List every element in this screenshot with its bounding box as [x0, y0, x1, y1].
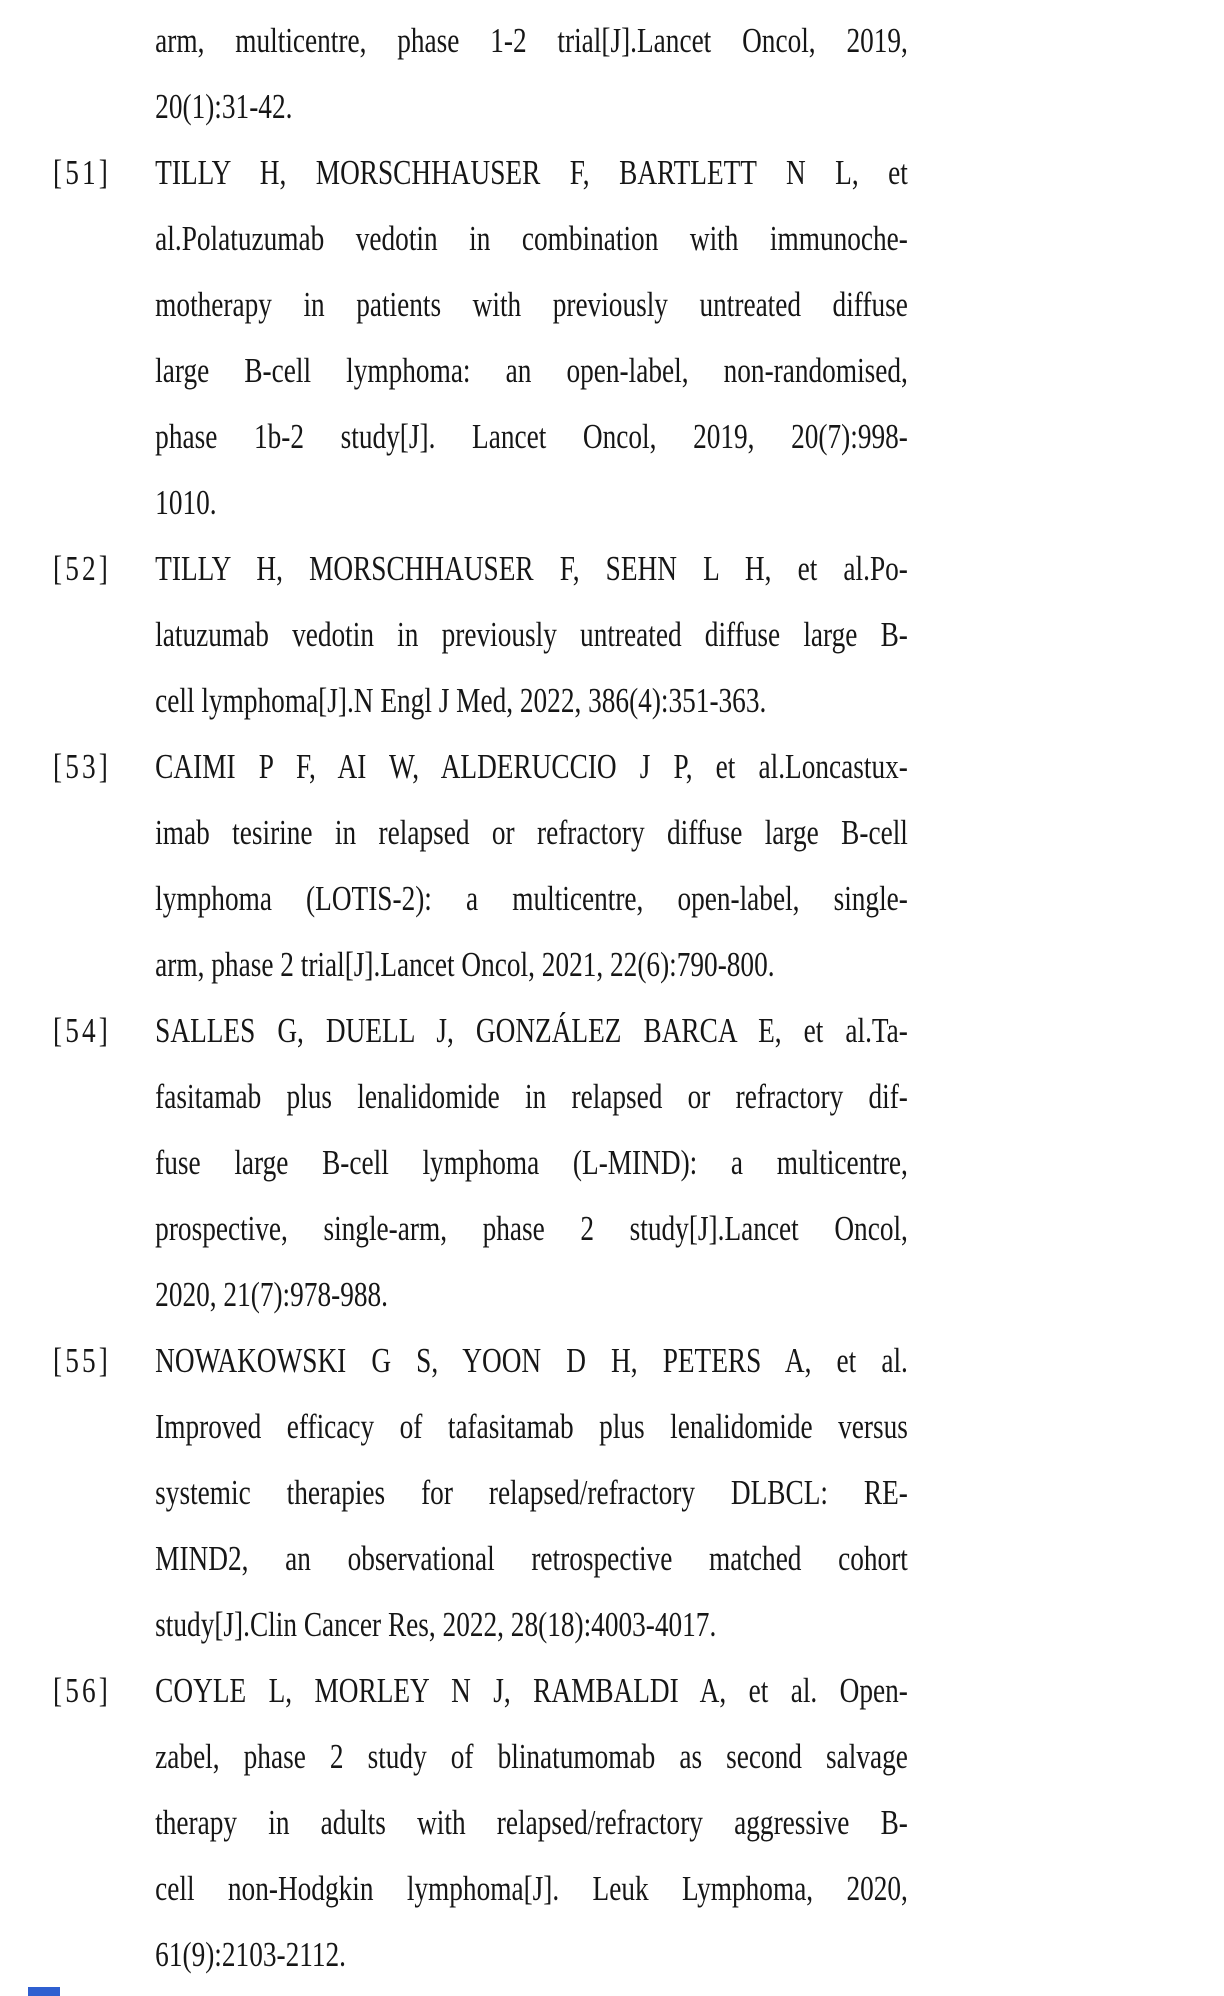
- reference-line: TILLY H, MORSCHHAUSER F, BARTLETT N L, et: [155, 153, 908, 192]
- reference-line: fasitamab plus lenalidomide in relapsed or refractory dif-: [155, 1077, 908, 1116]
- reference-line: MIND2, an observational retrospective matched cohort: [155, 1539, 908, 1578]
- reference-line: large B-cell lymphoma: an open-label, non-randomised,: [155, 351, 908, 390]
- reference-line: 20(1):31-42.: [155, 87, 293, 126]
- reference-line: SALLES G, DUELL J, GONZÁLEZ BARCA E, et al.Ta-: [155, 1011, 908, 1050]
- reference-51: [53, 140, 908, 536]
- reference-line: al.Polatuzumab vedotin in combination with immunoche-: [155, 219, 908, 258]
- reference-line: CAIMI P F, AI W, ALDERUCCIO J P, et al.Loncastux-: [155, 747, 908, 786]
- reference-line: arm, phase 2 trial[J].Lancet Oncol, 2021, 22(6):790-800.: [155, 945, 775, 984]
- reference-line: TILLY H, MORSCHHAUSER F, SEHN L H, et al.Po-: [155, 549, 908, 588]
- reference-line: study[J].Clin Cancer Res, 2022, 28(18):4003-4017.: [155, 1605, 717, 1644]
- reference-line: cell non-Hodgkin lymphoma[J]. Leuk Lymphoma, 2020,: [155, 1869, 908, 1908]
- reference-line: 2020, 21(7):978-988.: [155, 1275, 388, 1314]
- reference-50-continuation: [53, 8, 908, 140]
- reference-line: fuse large B-cell lymphoma (L-MIND): a multicentre,: [155, 1143, 908, 1182]
- reference-line: COYLE L, MORLEY N J, RAMBALDI A, et al. Open-: [155, 1671, 908, 1710]
- reference-line: prospective, single-arm, phase 2 study[J].Lancet Oncol,: [155, 1209, 908, 1248]
- reference-line: 1010.: [155, 483, 217, 522]
- reference-53: [53, 734, 908, 998]
- reference-54: [53, 998, 908, 1328]
- reference-number: [52]: [53, 549, 111, 588]
- reference-number: [53]: [53, 747, 111, 786]
- reference-line: motherapy in patients with previously untreated diffuse: [155, 285, 908, 324]
- reference-line: arm, multicentre, phase 1-2 trial[J].Lancet Oncol, 2019,: [155, 21, 908, 60]
- reference-line: Improved efficacy of tafasitamab plus lenalidomide versus: [155, 1407, 908, 1446]
- reference-line: phase 1b-2 study[J]. Lancet Oncol, 2019, 20(7):998-: [155, 417, 908, 456]
- reference-number: [51]: [53, 153, 111, 192]
- reference-line: latuzumab vedotin in previously untreated diffuse large B-: [155, 615, 908, 654]
- reference-line: 61(9):2103-2112.: [155, 1935, 347, 1974]
- reference-line: imab tesirine in relapsed or refractory diffuse large B-cell: [155, 813, 908, 852]
- reference-line: zabel, phase 2 study of blinatumomab as second salvage: [155, 1737, 908, 1776]
- scan-artifact-mark: [28, 1987, 60, 1996]
- reference-line: systemic therapies for relapsed/refractory DLBCL: RE-: [155, 1473, 908, 1512]
- reference-number: [55]: [53, 1341, 111, 1380]
- reference-number: [56]: [53, 1671, 111, 1710]
- reference-number: [54]: [53, 1011, 111, 1050]
- reference-52: [53, 536, 908, 734]
- references-text-block: [53, 8, 908, 1988]
- reference-line: therapy in adults with relapsed/refractory aggressive B-: [155, 1803, 908, 1842]
- reference-55: [53, 1328, 908, 1658]
- reference-line: lymphoma (LOTIS-2): a multicentre, open-label, single-: [155, 879, 908, 918]
- reference-56: [53, 1658, 908, 1988]
- reference-line: cell lymphoma[J].N Engl J Med, 2022, 386(4):351-363.: [155, 681, 767, 720]
- reference-line: NOWAKOWSKI G S, YOON D H, PETERS A, et al.: [155, 1341, 908, 1380]
